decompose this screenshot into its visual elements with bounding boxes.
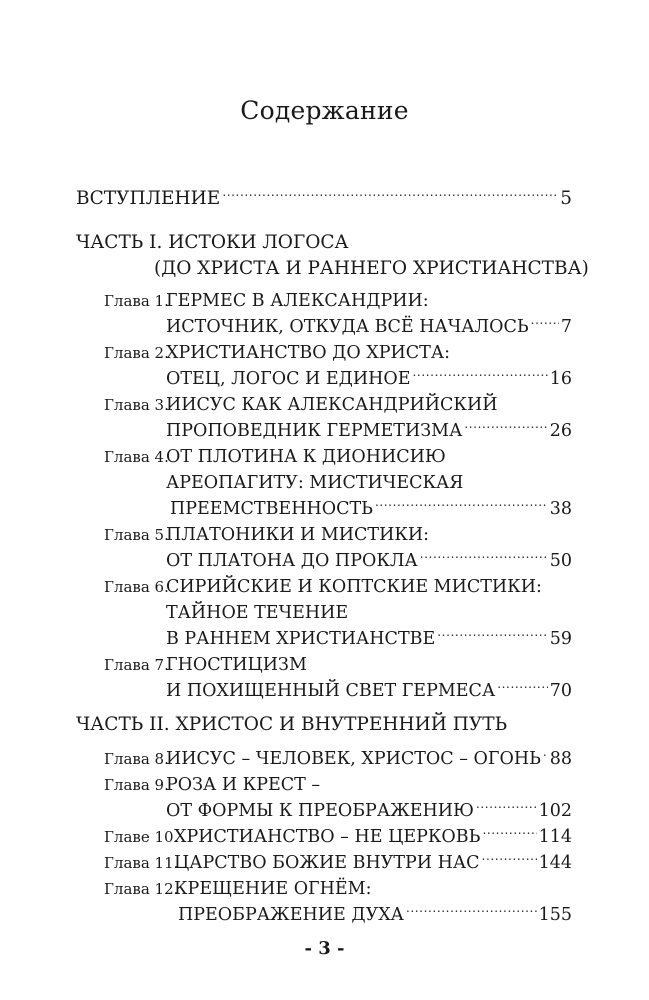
toc-chapter-12-cont[interactable] <box>178 902 572 928</box>
toc-page-number: 16 <box>549 369 572 389</box>
chapter-title-line: ПРЕОБРАЖЕНИЕ ДУХА <box>178 905 404 925</box>
toc-chapter-2[interactable] <box>104 340 450 366</box>
dot-leader <box>464 418 547 436</box>
chapter-title-line: ПРЕЕМСТВЕННОСТЬ <box>170 499 373 519</box>
toc-entry-title: ВСТУПЛЕНИЕ <box>76 188 221 209</box>
dot-leader <box>531 314 559 332</box>
chapter-label: Глава 11. <box>104 854 179 872</box>
part-2-title: ЧАСТЬ II. ХРИСТОС И ВНУТРЕННИЙ ПУТЬ <box>76 714 508 735</box>
part-2-heading <box>76 712 507 738</box>
toc-chapter-3[interactable] <box>104 392 497 418</box>
chapter-label: Глава 4. <box>104 448 169 466</box>
dot-leader <box>476 798 537 816</box>
toc-chapter-6[interactable] <box>104 574 542 600</box>
chapter-label: Глава 6. <box>104 578 169 596</box>
chapter-title-line: ИИСУС КАК АЛЕКСАНДРИЙСКИЙ <box>166 395 498 415</box>
part-1-subtitle-text: (ДО ХРИСТА И РАННЕГО ХРИСТИАНСТВА) <box>154 258 589 279</box>
toc-chapter-4-cont[interactable] <box>166 470 463 496</box>
toc-chapter-5-cont[interactable] <box>166 548 572 574</box>
chapter-label: Глава 3. <box>104 396 169 414</box>
chapter-title-line: ХРИСТИАНСТВО ДО ХРИСТА: <box>166 343 451 363</box>
chapter-title-line: ИИСУС – ЧЕЛОВЕК, ХРИСТОС – ОГОНЬ <box>166 749 541 769</box>
toc-chapter-9-cont[interactable] <box>166 798 572 824</box>
chapter-title-line: ГНОСТИЦИЗМ <box>166 655 307 675</box>
chapter-title-line: РОЗА И КРЕСТ – <box>166 775 321 795</box>
toc-chapter-10[interactable] <box>104 824 572 850</box>
chapter-label: Глава 8. <box>104 750 169 768</box>
chapter-label: Глава 5. <box>104 526 169 544</box>
dot-leader <box>222 186 558 204</box>
toc-chapter-5[interactable] <box>104 522 429 548</box>
toc-page-number: 59 <box>549 629 572 649</box>
toc-chapter-12[interactable] <box>104 876 371 902</box>
chapter-title-line: АРЕОПАГИТУ: МИСТИЧЕСКАЯ <box>166 473 464 493</box>
toc-chapter-4[interactable] <box>104 444 446 470</box>
chapter-title-line: ОТ ПЛАТОНА ДО ПРОКЛА <box>166 551 418 571</box>
chapter-title-line: ПЛАТОНИКИ И МИСТИКИ: <box>166 525 430 545</box>
toc-chapter-4-cont-2[interactable] <box>170 496 572 522</box>
dot-leader <box>375 496 548 514</box>
page-title: Содержание <box>240 96 409 125</box>
toc-page-number: 70 <box>549 681 572 701</box>
toc-chapter-11[interactable] <box>104 850 572 876</box>
chapter-label: Главе 10. <box>104 828 179 846</box>
chapter-title-line: СИРИЙСКИЕ И КОПТСКИЕ МИСТИКИ: <box>166 577 542 597</box>
toc-page-number: 5 <box>560 188 572 209</box>
toc-chapter-2-cont[interactable] <box>166 366 572 392</box>
dot-leader <box>420 548 548 566</box>
dot-leader <box>482 850 537 868</box>
page-number: - 3 - <box>304 938 345 959</box>
dot-leader <box>406 902 537 920</box>
chapter-label: Глава 12. <box>104 880 179 898</box>
toc-chapter-7[interactable] <box>104 652 307 678</box>
chapter-label: Глава 1. <box>104 292 169 310</box>
toc-entry-intro[interactable] <box>76 186 572 212</box>
toc-page-number: 7 <box>560 317 572 337</box>
dot-leader <box>413 366 548 384</box>
toc-chapter-1-cont[interactable] <box>166 314 572 340</box>
toc-page-number: 144 <box>538 853 572 873</box>
dot-leader <box>437 626 547 644</box>
chapter-title-line: ТАЙНОЕ ТЕЧЕНИЕ <box>166 603 349 623</box>
chapter-title-line: И ПОХИЩЕННЫЙ СВЕТ ГЕРМЕСА <box>166 681 496 701</box>
toc-page-number: 102 <box>538 801 572 821</box>
dot-leader <box>482 824 536 842</box>
chapter-title-line: ОТЕЦ, ЛОГОС И ЕДИНОЕ <box>166 369 411 389</box>
toc-chapter-1[interactable] <box>104 288 429 314</box>
part-1-title: ЧАСТЬ I. ИСТОКИ ЛОГОСА <box>76 232 349 253</box>
chapter-title-line: ОТ ПЛОТИНА К ДИОНИСИЮ <box>166 447 446 467</box>
chapter-title-line: ХРИСТИАНСТВО – НЕ ЦЕРКОВЬ <box>174 827 481 847</box>
chapter-title-line: ЦАРСТВО БОЖИЕ ВНУТРИ НАС <box>174 853 480 873</box>
chapter-title-line: КРЕЩЕНИЕ ОГНЁМ: <box>174 879 372 899</box>
toc-chapter-3-cont[interactable] <box>166 418 572 444</box>
toc-page-number: 88 <box>549 749 572 769</box>
chapter-label: Глава 9. <box>104 776 169 794</box>
chapter-title-line: ПРОПОВЕДНИК ГЕРМЕТИЗМА <box>166 421 463 441</box>
toc-chapter-6-cont-2[interactable] <box>166 626 572 652</box>
chapter-title-line: ГЕРМЕС В АЛЕКСАНДРИИ: <box>166 291 429 311</box>
toc-chapter-8[interactable] <box>104 746 572 772</box>
toc-page-number: 26 <box>549 421 572 441</box>
part-1-heading <box>76 230 349 256</box>
toc-page-number: 114 <box>538 827 572 847</box>
toc-page-number: 50 <box>549 551 572 571</box>
toc-chapter-7-cont[interactable] <box>166 678 572 704</box>
toc-page-number: 38 <box>549 499 572 519</box>
toc-chapter-6-cont[interactable] <box>166 600 348 626</box>
chapter-title-line: ИСТОЧНИК, ОТКУДА ВСЁ НАЧАЛОСЬ <box>166 317 529 337</box>
chapter-label: Глава 7. <box>104 656 169 674</box>
toc-page-number: 155 <box>538 905 572 925</box>
dot-leader <box>543 746 548 764</box>
dot-leader <box>497 678 548 696</box>
toc-chapter-9[interactable] <box>104 772 320 798</box>
chapter-title-line: В РАННЕМ ХРИСТИАНСТВЕ <box>166 629 436 649</box>
part-1-subtitle <box>154 256 589 282</box>
chapter-label: Глава 2. <box>104 344 169 362</box>
chapter-title-line: ОТ ФОРМЫ К ПРЕОБРАЖЕНИЮ <box>166 801 474 821</box>
